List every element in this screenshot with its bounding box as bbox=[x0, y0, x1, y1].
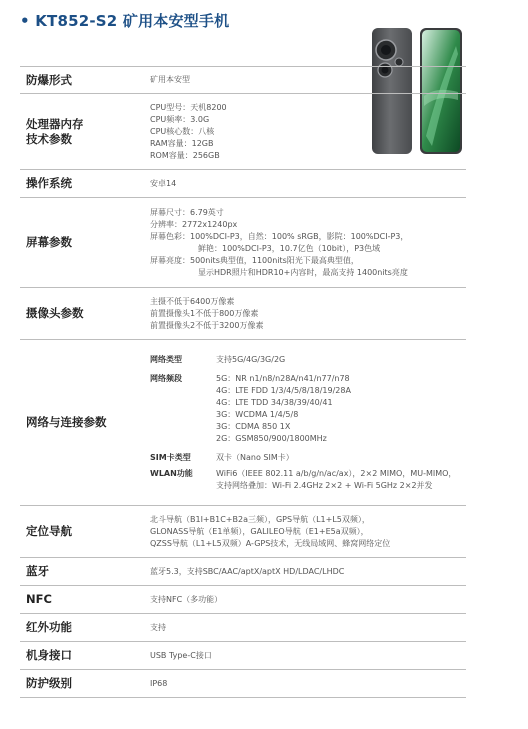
spec-row-screen bbox=[20, 198, 466, 288]
spec-value-line: 前置摄像头2不低于3200万像素 bbox=[150, 320, 264, 330]
spec-label: 网络与连接参数 bbox=[26, 415, 107, 429]
spec-value bbox=[150, 170, 466, 197]
spec-value bbox=[150, 558, 466, 585]
spec-row-infrared bbox=[20, 614, 466, 642]
spec-row-nfc bbox=[20, 586, 466, 614]
spec-label: 操作系统 bbox=[26, 176, 72, 190]
spec-value bbox=[150, 67, 466, 93]
spec-label: 机身接口 bbox=[26, 648, 72, 662]
spec-value-line: USB Type-C接口 bbox=[150, 650, 212, 660]
band-line: 4G：LTE TDD 34/38/39/40/41 bbox=[216, 397, 333, 407]
page-title: • KT852-S2 矿用本安型手机 bbox=[20, 12, 230, 30]
spec-value-line: 支持 bbox=[150, 622, 166, 632]
spec-value-line: GLONASS导航（E1单频），GALILEO导航（E1+E5a双频）， bbox=[150, 526, 369, 536]
spec-value-line: IP68 bbox=[150, 678, 168, 688]
band-line: 3G：WCDMA 1/4/5/8 bbox=[216, 409, 299, 419]
band-line: 2G：GSM850/900/1800MHz bbox=[216, 433, 327, 443]
spec-label: 定位导航 bbox=[26, 524, 72, 538]
network-value bbox=[216, 373, 466, 445]
wlan-line: 支持网络叠加：Wi-Fi 2.4GHz 2×2 + Wi-Fi 5GHz 2×2并发 bbox=[216, 480, 433, 490]
spec-row-network bbox=[20, 340, 466, 506]
spec-value bbox=[150, 670, 466, 697]
spec-row-os bbox=[20, 170, 466, 198]
spec-value bbox=[150, 198, 466, 287]
spec-table bbox=[20, 66, 466, 698]
spec-value bbox=[150, 340, 466, 505]
spec-label: 屏幕参数 bbox=[26, 235, 72, 249]
spec-label: NFC bbox=[26, 592, 52, 606]
spec-row-positioning bbox=[20, 506, 466, 558]
spec-label-line: 处理器内存 bbox=[26, 116, 84, 131]
spec-row-port bbox=[20, 642, 466, 670]
network-value: 双卡（Nano SIM卡） bbox=[216, 452, 294, 462]
spec-label bbox=[20, 94, 150, 169]
spec-value bbox=[150, 288, 466, 339]
spec-value-line: 分辨率：2772x1240px bbox=[150, 219, 238, 229]
spec-label: 防爆形式 bbox=[26, 72, 72, 87]
band-line: 3G：CDMA 850 1X bbox=[216, 421, 291, 431]
network-band-row bbox=[150, 373, 466, 445]
spec-value-line: 支持NFC（多功能） bbox=[150, 594, 223, 604]
spec-value-line: 鲜艳：100%DCI-P3，10.7亿色（10bit），P3色域 bbox=[198, 243, 381, 253]
spec-value-line: 屏幕色彩：100%DCI-P3，自然：100% sRGB，影院：100%DCI-P3， bbox=[150, 231, 409, 241]
spec-row-protection bbox=[20, 670, 466, 698]
spec-row-explosion-proof bbox=[20, 66, 466, 94]
spec-value-line: 主摄不低于6400万像素 bbox=[150, 296, 235, 306]
wlan-row bbox=[150, 468, 466, 492]
network-key: SIM卡类型 bbox=[150, 452, 191, 462]
spec-value-line: RAM容量：12GB bbox=[150, 138, 214, 148]
spec-value-line: CPU频率：3.0G bbox=[150, 114, 210, 124]
sim-row bbox=[150, 452, 466, 464]
spec-label-line: 技术参数 bbox=[26, 131, 72, 146]
spec-value-line: CPU核心数：八核 bbox=[150, 126, 215, 136]
spec-row-bluetooth bbox=[20, 558, 466, 586]
spec-value bbox=[150, 614, 466, 641]
spec-value-line: 蓝牙5.3，支持SBC/AAC/aptX/aptX HD/LDAC/LHDC bbox=[150, 566, 345, 576]
network-type-row bbox=[150, 354, 466, 366]
spec-value-line: 前置摄像头1不低于800万像素 bbox=[150, 308, 259, 318]
spec-label: 蓝牙 bbox=[26, 564, 49, 578]
spec-value-line: 北斗导航（B1I+B1C+B2a三频），GPS导航（L1+L5双频）， bbox=[150, 514, 370, 524]
spec-value-line: QZSS导航（L1+L5双频）A-GPS技术，无线局域网、蜂窝网络定位 bbox=[150, 538, 391, 548]
spec-value-line: 显示HDR照片和HDR10+内容时，最高支持 1400nits亮度 bbox=[198, 267, 408, 277]
spec-value bbox=[150, 642, 466, 669]
band-line: 4G：LTE FDD 1/3/4/5/8/18/19/28A bbox=[216, 385, 351, 395]
spec-value-line: 屏幕亮度：500nits典型值，1100nits阳光下最高典型值， bbox=[150, 255, 359, 265]
network-key: 网络频段 bbox=[150, 373, 182, 383]
spec-value bbox=[150, 586, 466, 613]
wlan-line: WiFi6（IEEE 802.11 a/b/g/n/ac/ax），2×2 MIMO，MU-MIMO， bbox=[216, 468, 457, 478]
spec-value-line: 矿用本安型 bbox=[150, 75, 190, 84]
network-key: 网络类型 bbox=[150, 354, 182, 364]
spec-row-processor-memory bbox=[20, 94, 466, 170]
spec-label: 防护级别 bbox=[26, 676, 72, 690]
spec-value bbox=[150, 94, 466, 169]
spec-value-line: CPU型号：天机8200 bbox=[150, 102, 227, 112]
network-value bbox=[216, 468, 466, 492]
spec-row-camera bbox=[20, 288, 466, 340]
network-key: WLAN功能 bbox=[150, 468, 193, 478]
network-value: 支持5G/4G/3G/2G bbox=[216, 354, 286, 364]
spec-label: 红外功能 bbox=[26, 620, 72, 634]
spec-value-line: 安卓14 bbox=[150, 178, 177, 188]
spec-value-line: 屏幕尺寸：6.79英寸 bbox=[150, 207, 224, 217]
spec-label: 摄像头参数 bbox=[26, 306, 84, 320]
spec-value-line: ROM容量：256GB bbox=[150, 150, 220, 160]
spec-value bbox=[150, 506, 466, 557]
band-line: 5G：NR n1/n8/n28A/n41/n77/n78 bbox=[216, 373, 350, 383]
